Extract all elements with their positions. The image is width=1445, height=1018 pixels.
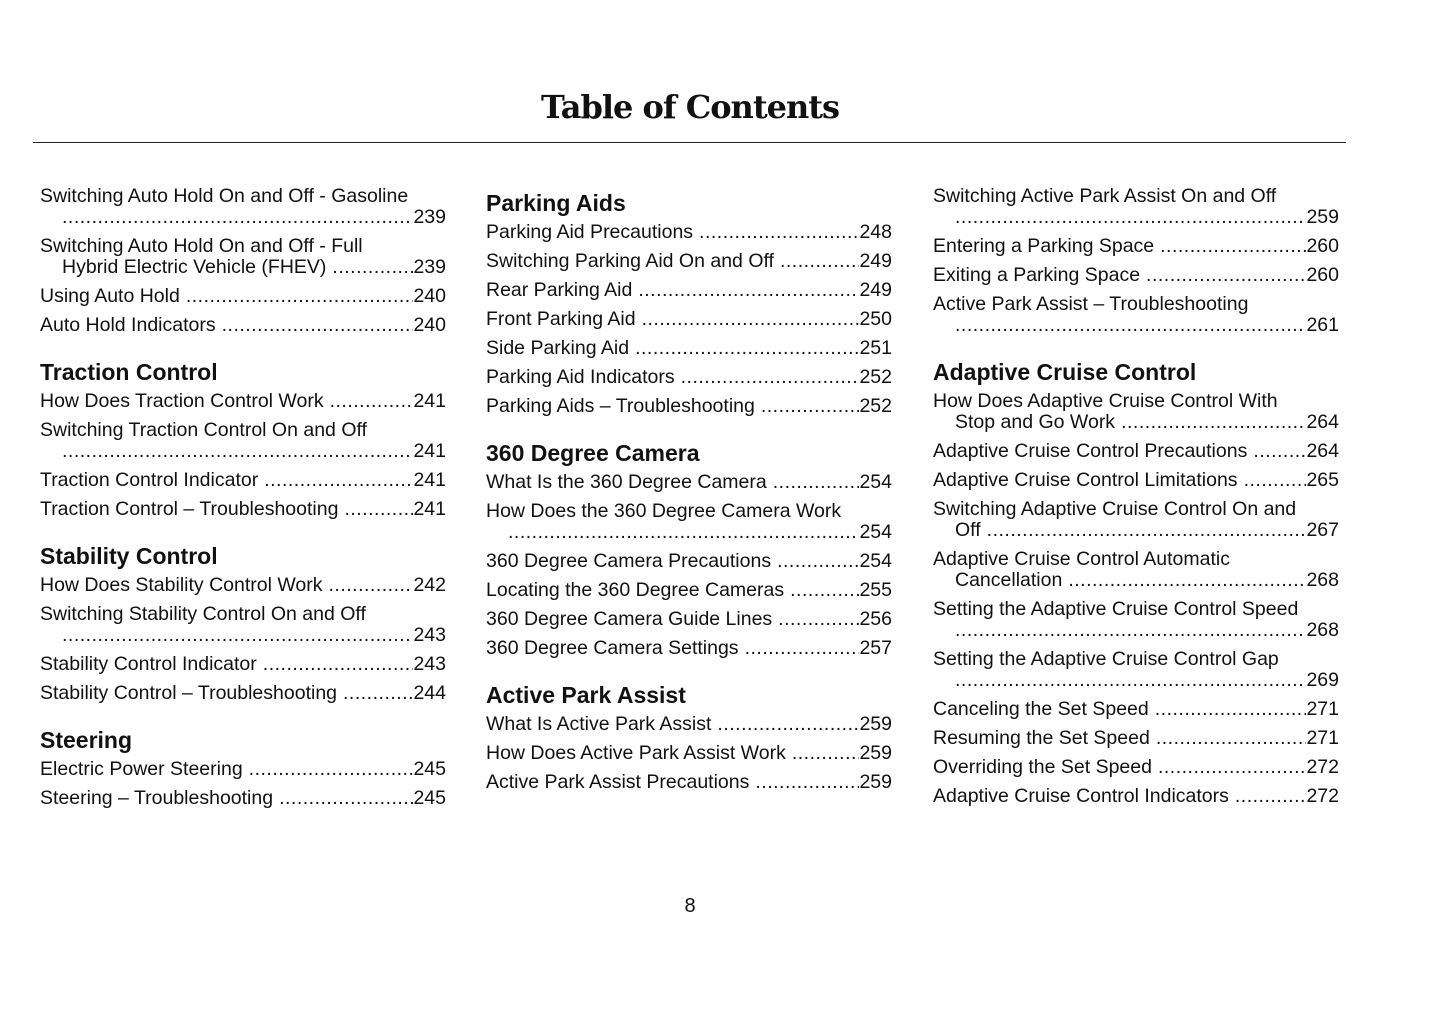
toc-page-number: 272 (1306, 785, 1339, 807)
page-number: 8 (684, 895, 696, 917)
toc-entry[interactable] (486, 743, 892, 764)
toc-page-number: 260 (1306, 264, 1339, 286)
toc-entry[interactable] (486, 338, 892, 359)
dot-leader (778, 609, 859, 630)
toc-entry-title: Stop and Go Work (955, 411, 1116, 433)
toc-entry-title: Switching Adaptive Cruise Control On and (933, 498, 1297, 520)
toc-entry-title: Hybrid Electric Vehicle (FHEV) (62, 256, 327, 278)
toc-entry[interactable] (933, 786, 1339, 807)
dot-leader (955, 620, 1306, 641)
toc-page-number: 248 (859, 221, 892, 243)
toc-entry-title: What Is the 360 Degree Camera (486, 471, 767, 493)
toc-page-number: 239 (413, 256, 446, 278)
toc-page-number: 239 (413, 206, 446, 228)
toc-entry-title: How Does the 360 Degree Camera Work (486, 500, 842, 522)
dot-leader (62, 441, 413, 462)
toc-entry-title: How Does Stability Control Work (40, 574, 323, 596)
toc-entry[interactable] (933, 549, 1339, 591)
toc-entry-title: Side Parking Aid (486, 337, 630, 359)
toc-page-number: 250 (859, 308, 892, 330)
toc-entry[interactable] (933, 265, 1339, 286)
dot-leader (343, 683, 413, 704)
toc-page-number: 264 (1306, 411, 1339, 433)
toc-entry-title: Traction Control – Troubleshooting (40, 498, 339, 520)
toc-page-number: 241 (413, 390, 446, 412)
dot-leader (279, 788, 413, 809)
dot-leader (1068, 570, 1306, 591)
toc-entry[interactable] (486, 714, 892, 735)
toc-entry[interactable] (40, 391, 446, 412)
section-heading: Parking Aids (486, 190, 626, 216)
dot-leader (1235, 786, 1307, 807)
dot-leader (717, 714, 859, 735)
toc-entry-title: What Is Active Park Assist (486, 713, 712, 735)
toc-entry-title: Active Park Assist Precautions (486, 771, 750, 793)
toc-page-number: 244 (413, 682, 446, 704)
section-heading: Traction Control (40, 359, 218, 385)
toc-entry-title: Stability Control Indicator (40, 653, 257, 675)
dot-leader (773, 472, 860, 493)
toc-entry[interactable] (486, 638, 892, 659)
toc-entry[interactable] (40, 575, 446, 596)
toc-page-number: 267 (1306, 519, 1339, 541)
toc-entry-title: Cancellation (955, 569, 1063, 591)
toc-entry-title: Switching Stability Control On and Off (40, 603, 366, 625)
toc-entry[interactable] (933, 391, 1339, 433)
dot-leader (955, 670, 1306, 691)
toc-entry-title: Adaptive Cruise Control Indicators (933, 785, 1229, 807)
dot-leader (699, 222, 859, 243)
dot-leader (792, 743, 860, 764)
toc-page-number: 260 (1306, 235, 1339, 257)
dot-leader (62, 207, 413, 228)
toc-entry[interactable] (486, 551, 892, 572)
toc-entry-title: Steering – Troubleshooting (40, 787, 274, 809)
toc-page-number: 272 (1306, 756, 1339, 778)
toc-entry-title: Parking Aid Precautions (486, 221, 694, 243)
toc-entry-title: How Does Traction Control Work (40, 390, 324, 412)
toc-page-number: 249 (859, 279, 892, 301)
toc-entry[interactable] (486, 280, 892, 301)
toc-entry-title: Adaptive Cruise Control Precautions (933, 440, 1248, 462)
toc-page-number: 243 (413, 624, 446, 646)
toc-page-number: 255 (859, 579, 892, 601)
toc-entry-title: Switching Auto Hold On and Off - Gasoline (40, 185, 409, 207)
toc-entry[interactable] (486, 309, 892, 330)
toc-entry-title: Locating the 360 Degree Cameras (486, 579, 785, 601)
toc-entry-title: Traction Control Indicator (40, 469, 259, 491)
dot-leader (186, 286, 414, 307)
section-heading: Active Park Assist (486, 682, 686, 708)
dot-leader (508, 522, 859, 543)
toc-entry-title: Off (955, 519, 981, 541)
title-divider (33, 142, 1346, 143)
dot-leader (263, 654, 414, 675)
toc-entry-title: Front Parking Aid (486, 308, 636, 330)
toc-entry[interactable] (40, 683, 446, 704)
toc-entry[interactable] (933, 757, 1339, 778)
toc-entry[interactable] (486, 609, 892, 630)
toc-entry[interactable] (40, 315, 446, 336)
dot-leader (344, 499, 413, 520)
toc-page-number: 259 (1306, 206, 1339, 228)
toc-entry-title: Active Park Assist – Troubleshooting (933, 293, 1249, 315)
toc-page-number: 254 (859, 550, 892, 572)
page-title: Table of Contents (540, 88, 840, 126)
dot-leader (642, 309, 860, 330)
toc-page-number: 243 (413, 653, 446, 675)
dot-leader (681, 367, 860, 388)
toc-page-number: 264 (1306, 440, 1339, 462)
toc-page-number: 259 (859, 771, 892, 793)
dot-leader (328, 575, 413, 596)
toc-entry-title: Setting the Adaptive Cruise Control Gap (933, 648, 1279, 670)
toc-page-number: 257 (859, 637, 892, 659)
dot-leader (62, 625, 413, 646)
toc-page-number: 241 (413, 498, 446, 520)
dot-leader (635, 338, 859, 359)
toc-entry[interactable] (40, 788, 446, 809)
section-heading: 360 Degree Camera (486, 440, 700, 466)
toc-entry[interactable] (933, 441, 1339, 462)
toc-entry[interactable] (486, 396, 892, 417)
toc-page-number: 241 (413, 440, 446, 462)
dot-leader (1146, 265, 1306, 286)
dot-leader (755, 772, 859, 793)
dot-leader (1155, 699, 1307, 720)
toc-entry-title: Parking Aid Indicators (486, 366, 675, 388)
toc-entry[interactable] (40, 286, 446, 307)
toc-entry-title: Entering a Parking Space (933, 235, 1155, 257)
section-heading: Steering (40, 727, 133, 753)
dot-leader (1158, 757, 1306, 778)
dot-leader (1121, 412, 1306, 433)
toc-entry[interactable] (933, 599, 1339, 641)
toc-entry[interactable] (40, 470, 446, 491)
toc-page-number: 242 (413, 574, 446, 596)
toc-page-number: 271 (1306, 698, 1339, 720)
toc-entry-title: How Does Adaptive Cruise Control With (933, 390, 1278, 412)
toc-page-number: 240 (413, 314, 446, 336)
toc-entry[interactable] (933, 294, 1339, 336)
toc-entry[interactable] (486, 251, 892, 272)
dot-leader (955, 207, 1306, 228)
toc-entry[interactable] (933, 649, 1339, 691)
toc-column-2 (486, 188, 892, 801)
toc-page-number: 271 (1306, 727, 1339, 749)
dot-leader (249, 759, 414, 780)
section-heading: Adaptive Cruise Control (933, 359, 1197, 385)
toc-page-number: 269 (1306, 669, 1339, 691)
toc-page-number: 268 (1306, 569, 1339, 591)
toc-entry-title: Electric Power Steering (40, 758, 243, 780)
toc-page-number: 249 (859, 250, 892, 272)
dot-leader (780, 251, 859, 272)
toc-entry[interactable] (486, 472, 892, 493)
toc-entry[interactable] (40, 654, 446, 675)
dot-leader (1160, 236, 1306, 257)
dot-leader (1244, 470, 1307, 491)
toc-entry-title: Using Auto Hold (40, 285, 180, 307)
toc-entry-title: How Does Active Park Assist Work (486, 742, 786, 764)
toc-entry-title: Exiting a Parking Space (933, 264, 1141, 286)
toc-page-number: 245 (413, 758, 446, 780)
toc-entry-title: 360 Degree Camera Guide Lines (486, 608, 773, 630)
dot-leader (987, 520, 1307, 541)
toc-page-number: 259 (859, 742, 892, 764)
toc-entry[interactable] (40, 420, 446, 462)
toc-entry[interactable] (933, 236, 1339, 257)
dot-leader (638, 280, 859, 301)
toc-entry-title: Auto Hold Indicators (40, 314, 216, 336)
toc-entry[interactable] (40, 236, 446, 278)
dot-leader (1156, 728, 1307, 749)
toc-entry-title: Switching Active Park Assist On and Off (933, 185, 1277, 207)
toc-entry[interactable] (486, 501, 892, 543)
toc-entry-title: 360 Degree Camera Precautions (486, 550, 772, 572)
toc-entry[interactable] (40, 186, 446, 228)
toc-entry[interactable] (486, 222, 892, 243)
dot-leader (330, 391, 414, 412)
toc-entry-title: Resuming the Set Speed (933, 727, 1150, 749)
toc-entry[interactable] (40, 759, 446, 780)
toc-page-number: 252 (859, 395, 892, 417)
toc-page-number: 261 (1306, 314, 1339, 336)
toc-entry-title: Adaptive Cruise Control Limitations (933, 469, 1238, 491)
section-heading: Stability Control (40, 543, 218, 569)
dot-leader (264, 470, 413, 491)
toc-entry[interactable] (40, 604, 446, 646)
toc-entry-title: Adaptive Cruise Control Automatic (933, 548, 1230, 570)
toc-entry-title: Setting the Adaptive Cruise Control Speed (933, 598, 1299, 620)
dot-leader (332, 257, 413, 278)
toc-entry-title: Stability Control – Troubleshooting (40, 682, 338, 704)
toc-page-number: 252 (859, 366, 892, 388)
toc-entry[interactable] (486, 772, 892, 793)
toc-entry[interactable] (933, 186, 1339, 228)
toc-entry[interactable] (933, 699, 1339, 720)
toc-entry[interactable] (486, 580, 892, 601)
toc-entry[interactable] (40, 499, 446, 520)
toc-entry-title: Switching Parking Aid On and Off (486, 250, 774, 272)
toc-entry-title: Switching Auto Hold On and Off - Full (40, 235, 363, 257)
toc-entry-title: Overriding the Set Speed (933, 756, 1152, 778)
toc-column-1 (40, 186, 446, 817)
toc-entry-title: Canceling the Set Speed (933, 698, 1149, 720)
toc-page-number: 251 (859, 337, 892, 359)
toc-page-number: 241 (413, 469, 446, 491)
dot-leader (955, 315, 1306, 336)
toc-entry[interactable] (486, 367, 892, 388)
dot-leader (222, 315, 414, 336)
toc-page-number: 259 (859, 713, 892, 735)
toc-entry-title: Rear Parking Aid (486, 279, 633, 301)
dot-leader (1253, 441, 1306, 462)
dot-leader (777, 551, 859, 572)
toc-page-number: 245 (413, 787, 446, 809)
toc-page-number: 240 (413, 285, 446, 307)
dot-leader (745, 638, 860, 659)
toc-column-3 (933, 186, 1339, 815)
toc-entry-title: 360 Degree Camera Settings (486, 637, 739, 659)
toc-entry[interactable] (933, 470, 1339, 491)
toc-entry-title: Switching Traction Control On and Off (40, 419, 367, 441)
toc-page-number: 254 (859, 521, 892, 543)
toc-entry[interactable] (933, 499, 1339, 541)
toc-page-number: 268 (1306, 619, 1339, 641)
toc-page-number: 254 (859, 471, 892, 493)
dot-leader (761, 396, 860, 417)
toc-page-number: 265 (1306, 469, 1339, 491)
toc-page-number: 256 (859, 608, 892, 630)
toc-entry[interactable] (933, 728, 1339, 749)
dot-leader (790, 580, 859, 601)
toc-entry-title: Parking Aids – Troubleshooting (486, 395, 755, 417)
